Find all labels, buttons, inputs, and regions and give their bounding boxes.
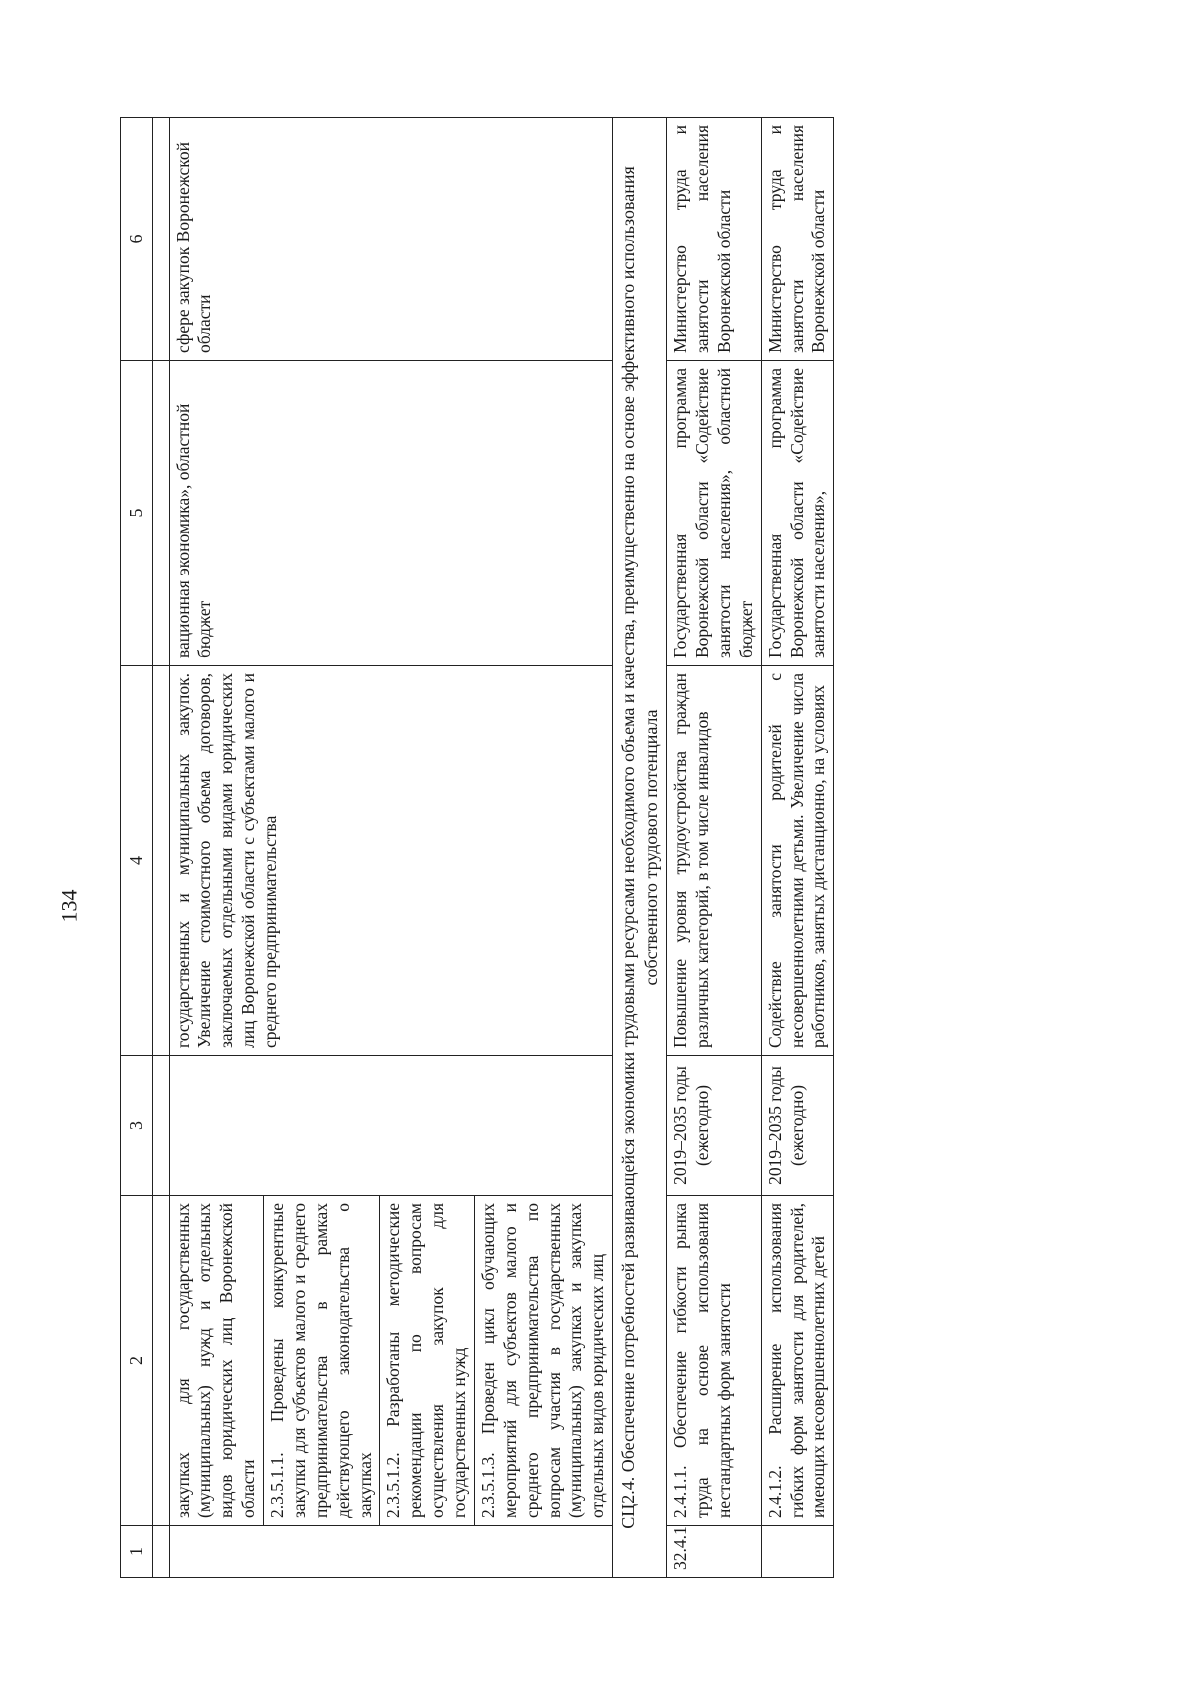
sub-measure-cell: 2.3.5.1.1. Проведены конкурентные закупки для субъектов малого и среднего предпринимательства в рамках действующего законодательства о закупках [264, 1196, 380, 1526]
page-number: 134 [56, 889, 82, 923]
code-cell: 32.4.1 [667, 1526, 762, 1578]
result-cell: государственных и муниципальных закупок. Увеличение стоимостного объема договоров, заключаемых отдельными видами юридических лиц Воронежской области с субъектами малого и среднего предпринимательства [169, 666, 613, 1056]
header-col-1: 1 [121, 1526, 153, 1578]
section-title: СЦ2.4. Обеспечение потребностей развивающейся экономики трудовыми ресурсами необходимого объема и качества, преимущественно на основе эффективного использования собственного трудового потенциала [613, 118, 667, 1578]
sub-measure-cell: 2.3.5.1.2. Разработаны методические рекомендации по вопросам осуществления закупок для государственных нужд [380, 1196, 475, 1526]
code-cell [169, 1526, 613, 1578]
responsible-cell: Министерство труда и занятости населения Воронежской области [667, 118, 762, 361]
result-cell: Содействие занятости родителей с несовершеннолетними детьми. Увеличение числа работников, занятых дистанционно, на условиях [761, 666, 834, 1056]
source-cell: Государственная программа Воронежской области «Содействие занятости населения», областной бюджет [667, 361, 762, 666]
measures-table [120, 117, 834, 1578]
period-cell: 2019–2035 годы (ежегодно) [761, 1056, 834, 1196]
header-col-4: 4 [121, 666, 153, 1056]
table-row [761, 118, 834, 1578]
source-cell: вационная экономика», областной бюджет [169, 361, 613, 666]
header-col-5: 5 [121, 361, 153, 666]
period-cell: 2019–2035 годы (ежегодно) [667, 1056, 762, 1196]
period-cell [169, 1056, 613, 1196]
section-row [613, 118, 667, 1578]
source-cell: Государственная программа Воронежской области «Содействие занятости населения», [761, 361, 834, 666]
measure-name-cell: 2.4.1.2. Расширение использования гибких форм занятости для родителей, имеющих несовершеннолетних детей [761, 1196, 834, 1526]
measure-name-cell: закупках для государственных (муниципальных) нужд и отдельных видов юридических лиц Воронежской области [169, 1196, 264, 1526]
table-row [169, 118, 264, 1578]
result-cell: Повышение уровня трудоустройства граждан различных категорий, в том числе инвалидов [667, 666, 762, 1056]
sub-measure-cell: 2.3.5.1.3. Проведен цикл обучающих мероприятий для субъектов малого и среднего предпринимательства по вопросам участия в государственных (муниципальных) закупках и закупках отдельных видов юридических лиц [474, 1196, 612, 1526]
responsible-cell: сфере закупок Воронежской области [169, 118, 613, 361]
header-col-3: 3 [121, 1056, 153, 1196]
code-cell [761, 1526, 834, 1578]
header-spacer-row [152, 118, 169, 1578]
rotated-page-content [120, 118, 1060, 1578]
measure-name-cell: 2.4.1.1. Обеспечение гибкости рынка труда на основе использования нестандартных форм занятости [667, 1196, 762, 1526]
header-row [121, 118, 153, 1578]
responsible-cell: Министерство труда и занятости населения Воронежской области [761, 118, 834, 361]
header-col-6: 6 [121, 118, 153, 361]
table-row [667, 118, 762, 1578]
header-col-2: 2 [121, 1196, 153, 1526]
